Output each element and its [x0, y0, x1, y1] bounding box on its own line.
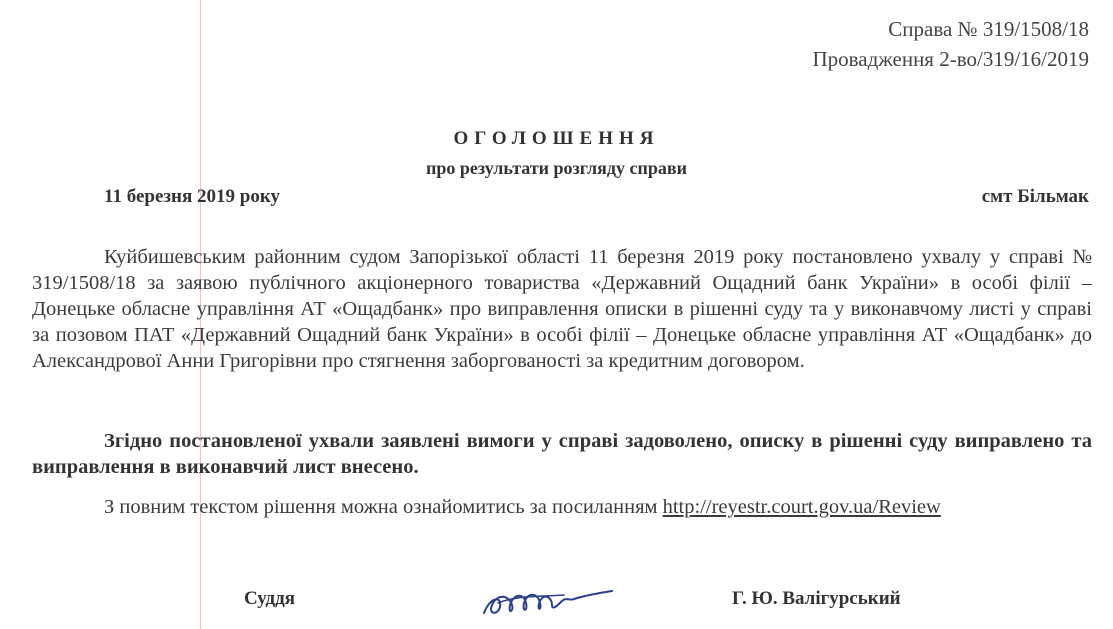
document-title: ОГОЛОШЕННЯ [453, 128, 660, 149]
document-subtitle: про результати розгляду справи [426, 158, 687, 178]
judge-name: Г. Ю. Валігурський [732, 588, 901, 609]
document-date: 11 березня 2019 року [104, 186, 280, 207]
paragraph-ruling: Куйбишевським районним судом Запорізької області 11 березня 2019 року постановлено ухвалу у справі № 319/1508/18 за заявою публічного акціонерного товариства «Державний Ощадний банк України» в особі філії – Донецьке обласне управління АТ «Ощадбанк» про виправлення описки в рішенні суду та у виконавчому листі у справі за позовом ПАТ «Державний Ощадний банк України» в особі філії – Донецьке обласне управління АТ «Ощадбанк» до Александрової Анни Григорівни про стягнення заборгованості за кредитним договором. [32, 246, 1092, 372]
proceeding-number: Провадження 2-во/319/16/2019 [812, 47, 1089, 71]
registry-link[interactable]: http://reyestr.court.gov.ua/Review [662, 496, 941, 518]
case-header [812, 14, 1089, 74]
signature-image [478, 575, 618, 625]
case-number: Справа № 319/1508/18 [888, 17, 1089, 41]
judge-label: Суддя [244, 588, 296, 609]
document-place: смт Більмак [981, 186, 1089, 207]
link-intro-text: З повним текстом рішення можна ознайомитись за посиланням [104, 496, 658, 518]
paragraph-link [32, 494, 1092, 520]
paragraph-result: Згідно постановленої ухвали заявлені вимоги у справі задоволено, описку в рішенні суду виправлено та виправлення в виконавчий лист внесено. [32, 430, 1092, 478]
